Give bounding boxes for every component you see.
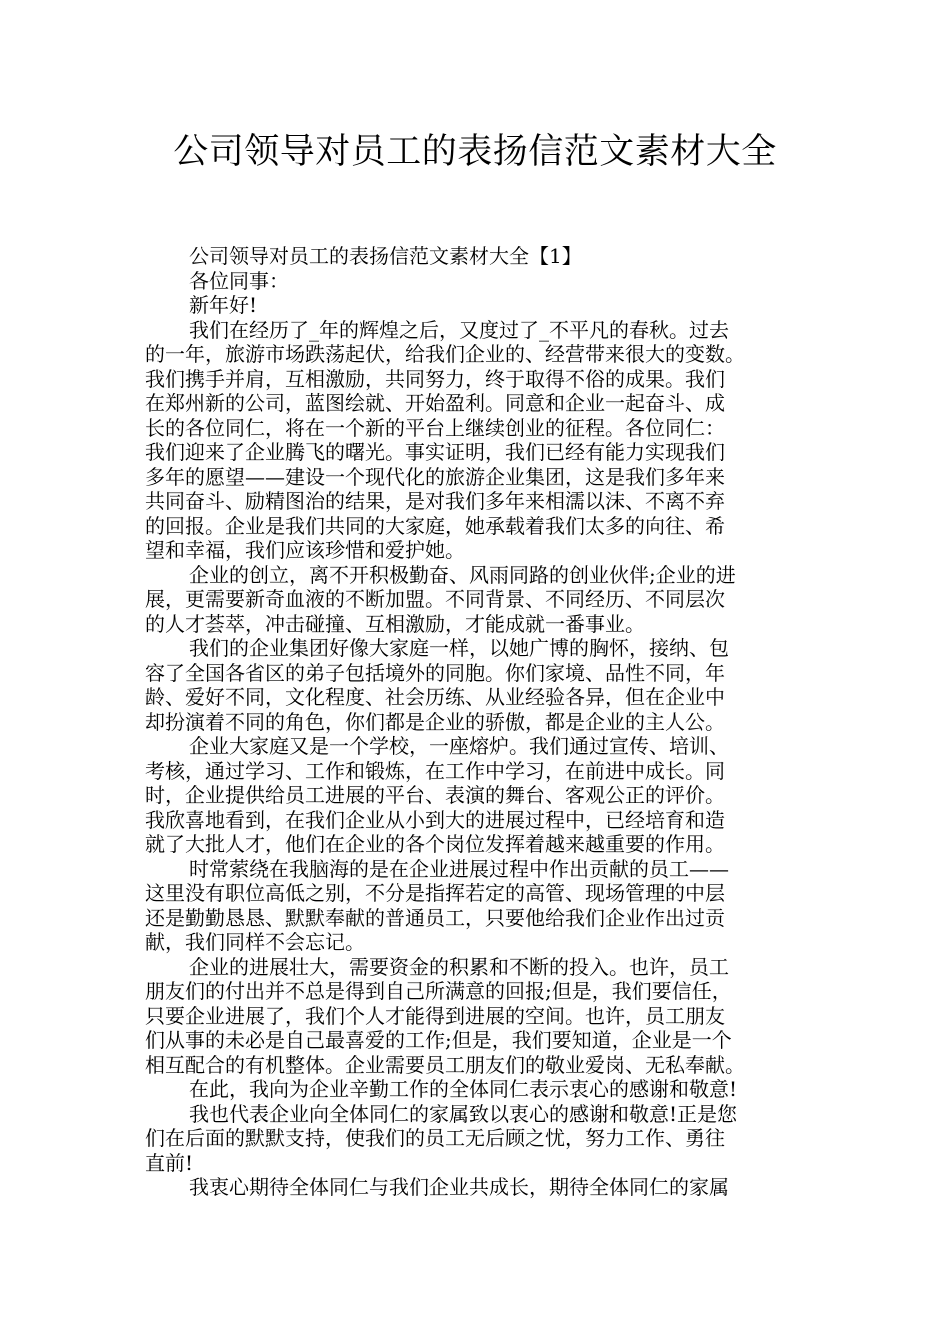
- text-line: 的回报。企业是我们共同的大家庭，她承载着我们太多的向往、希: [145, 513, 725, 538]
- text-line: 我也代表企业向全体同仁的家属致以衷心的感谢和敬意!正是您: [189, 1101, 738, 1126]
- text-line: 时常萦绕在我脑海的是在企业进展过程中作出贡献的员工——: [189, 856, 729, 881]
- text-line: 公司领导对员工的表扬信范文素材大全【1】: [189, 244, 582, 268]
- text-line: 的一年，旅游市场跌荡起伏，给我们企业的、经营带来很大的变数。: [145, 342, 745, 366]
- text-line: 龄、爱好不同，文化程度、社会历练、从业经验各异，但在企业中: [145, 685, 725, 709]
- text-line: 企业的创立，离不开积极勤奋、风雨同路的创业伙伴;企业的进: [189, 562, 736, 587]
- text-line: 这里没有职位高低之别，不分是指挥若定的高管、现场管理的中层: [145, 881, 725, 905]
- text-line: 献，我们同样不会忘记。: [145, 930, 365, 954]
- text-line: 多年的愿望——建设一个现代化的旅游企业集团，这是我们多年来: [145, 464, 725, 489]
- text-line: 的人才荟萃，冲击碰撞、互相激励，才能成就一番事业。: [145, 611, 645, 636]
- text-line: 时，企业提供给员工进展的平台、表演的舞台、客观公正的评价。: [145, 783, 725, 807]
- text-line: 我衷心期待全体同仁与我们企业共成长，期待全体同仁的家属: [189, 1175, 729, 1199]
- text-line: 我们迎来了企业腾飞的曙光。事实证明，我们已经有能力实现我们: [145, 440, 725, 464]
- text-line: 就了大批人才，他们在企业的各个岗位发挥着越来越重要的作用。: [145, 832, 725, 856]
- text-line: 望和幸福，我们应该珍惜和爱护她。: [145, 538, 465, 562]
- text-line: 各位同事：: [189, 268, 289, 293]
- text-line: 我欣喜地看到，在我们企业从小到大的进展过程中，已经培育和造: [145, 807, 725, 832]
- text-line: 却扮演着不同的角色，你们都是企业的骄傲，都是企业的主人公。: [145, 709, 725, 734]
- document-title: 公司领导对员工的表扬信范文素材大全: [173, 132, 777, 172]
- text-line: 相互配合的有机整体。企业需要员工朋友们的敬业爱岗、无私奉献。: [145, 1052, 745, 1077]
- text-line: 新年好!: [189, 293, 258, 317]
- text-line: 还是勤勤恳恳、默默奉献的普通员工，只要他给我们企业作出过贡: [145, 905, 725, 930]
- text-line: 朋友们的付出并不总是得到自己所满意的回报;但是，我们要信任，: [145, 979, 732, 1003]
- text-line: 我们在经历了_年的辉煌之后，又度过了_不平凡的春秋。过去: [189, 317, 729, 342]
- text-line: 长的各位同仁，将在一个新的平台上继续创业的征程。各位同仁：: [145, 415, 725, 440]
- text-line: 们在后面的默默支持，使我们的员工无后顾之忧，努力工作、勇往: [145, 1126, 725, 1150]
- text-line: 企业的进展壮大，需要资金的积累和不断的投入。也许，员工: [189, 954, 729, 979]
- text-line: 展，更需要新奇血液的不断加盟。不同背景、不同经历、不同层次: [145, 587, 725, 611]
- text-line: 直前!: [145, 1150, 194, 1175]
- text-line: 我们的企业集团好像大家庭一样，以她广博的胸怀，接纳、包: [189, 636, 729, 660]
- text-line: 我们携手并肩，互相激励，共同努力，终于取得不俗的成果。我们: [145, 366, 725, 391]
- text-line: 考核，通过学习、工作和锻炼，在工作中学习，在前进中成长。同: [145, 758, 725, 783]
- text-line: 共同奋斗、励精图治的结果，是对我们多年来相濡以沫、不离不弃: [145, 489, 725, 513]
- text-line: 在郑州新的公司，蓝图绘就、开始盈利。同意和企业一起奋斗、成: [145, 391, 725, 415]
- text-line: 容了全国各省区的弟子包括境外的同胞。你们家境、品性不同，年: [145, 660, 725, 685]
- text-line: 只要企业进展了，我们个人才能得到进展的空间。也许，员工朋友: [145, 1003, 725, 1028]
- text-line: 在此，我向为企业辛勤工作的全体同仁表示衷心的感谢和敬意!: [189, 1077, 738, 1101]
- text-line: 企业大家庭又是一个学校，一座熔炉。我们通过宣传、培训、: [189, 734, 729, 758]
- document-body: [145, 244, 810, 1200]
- text-line: 们从事的未必是自己最喜爱的工作;但是，我们要知道，企业是一个: [145, 1028, 732, 1052]
